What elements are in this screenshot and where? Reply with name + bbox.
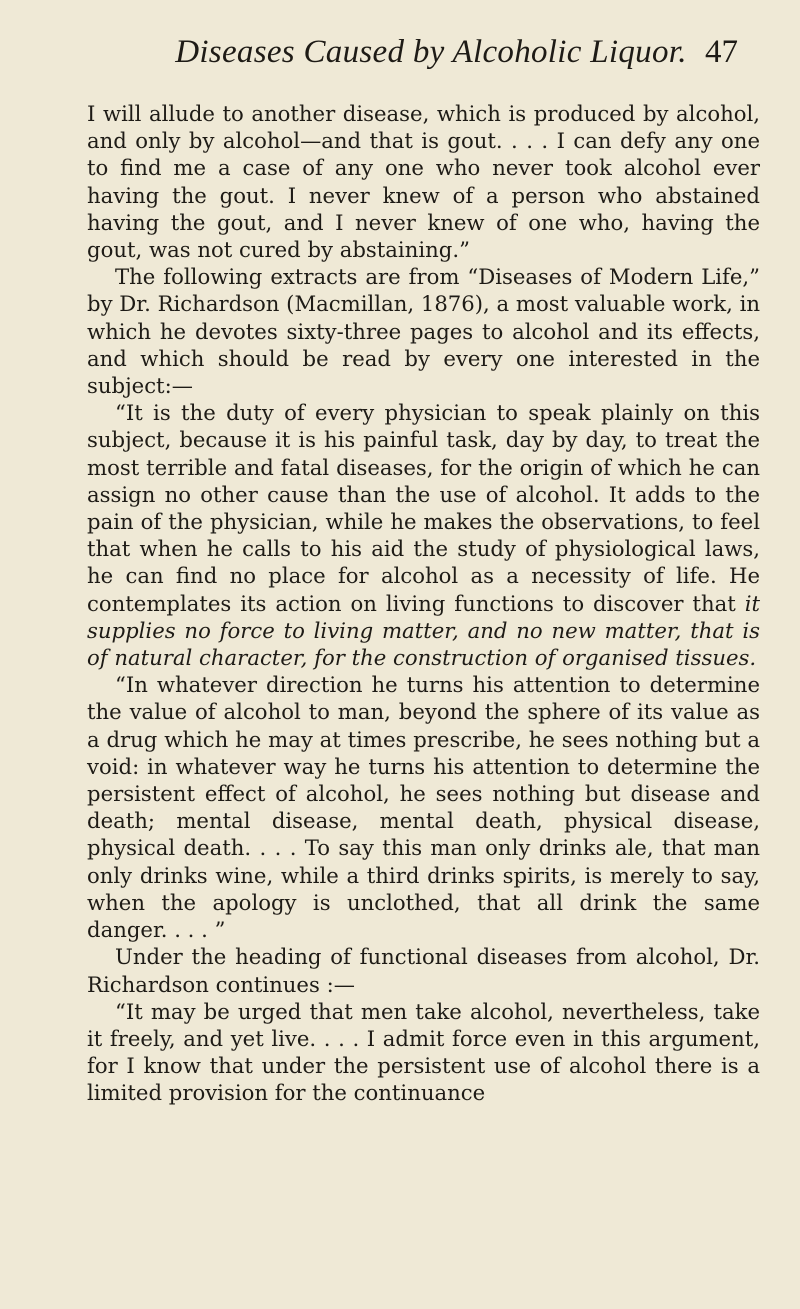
paragraph-urged: “It may be urged that men take alcohol, nevertheless, take it freely, and yet live. . . . I admit force even in this argument, for I know that under the persistent use of alcohol there is a limited provision for the continuance xyxy=(87,998,760,1106)
page-number: 47 xyxy=(705,34,738,70)
paragraph-whatever-direction: “In whatever direction he turns his attention to determine the value of alcohol to man, beyond the sphere of its value as a drug which he may at times prescribe, he sees nothing but a void: in whatever way he turns his attention to determine the persistent effect of alcohol, he sees nothing but disease and death; mental disease, mental death, physical disease, physical death. . . . To say this man only drinks ale, that man only drinks wine, while a third drinks spirits, is merely to say, when the apology is unclothed, that all drink the same danger. . . . ” xyxy=(87,672,760,943)
running-title: Diseases Caused by Alcoholic Liquor. xyxy=(175,34,687,70)
page-header xyxy=(87,34,760,78)
physician-duty-italic: it supplies no force to living matter, and no new matter, that is of natural character, for the construction of organised tissues. xyxy=(87,590,760,671)
paragraph-functional-diseases: Under the heading of functional diseases from alcohol, Dr. Richardson continues :— xyxy=(87,944,760,997)
paragraph-physician-duty xyxy=(87,399,760,671)
body-text xyxy=(87,100,760,1107)
physician-duty-text: “It is the duty of every physician to speak plainly on this subject, because it is his painful task, day by day, to treat the most terrible and fatal diseases, for the origin of which he can assign no other cause than the use of alcohol. It adds to the pain of the physician, while he makes the observations, to feel that when he calls to his aid the study of physiological laws, he can find no place for alcohol as a necessity of life. He contemplates its action on living functions to discover that xyxy=(87,400,760,616)
paragraph-gout: I will allude to another disease, which is produced by alcohol, and only by alcohol—and that is gout. . . . I can defy any one to find me a case of any one who never took alcohol ever having the gout. I never knew of a person who abstained having the gout, and I never knew of one who, having the gout, was not cured by abstaining.” xyxy=(87,101,760,263)
paragraph-extracts-intro: The following extracts are from “Diseases of Modern Life,” by Dr. Richardson (Macmillan, 1876), a most valuable work, in which he devotes sixty-three pages to alcohol and its effects, and which should be read by every one interested in the subject:— xyxy=(87,264,760,399)
